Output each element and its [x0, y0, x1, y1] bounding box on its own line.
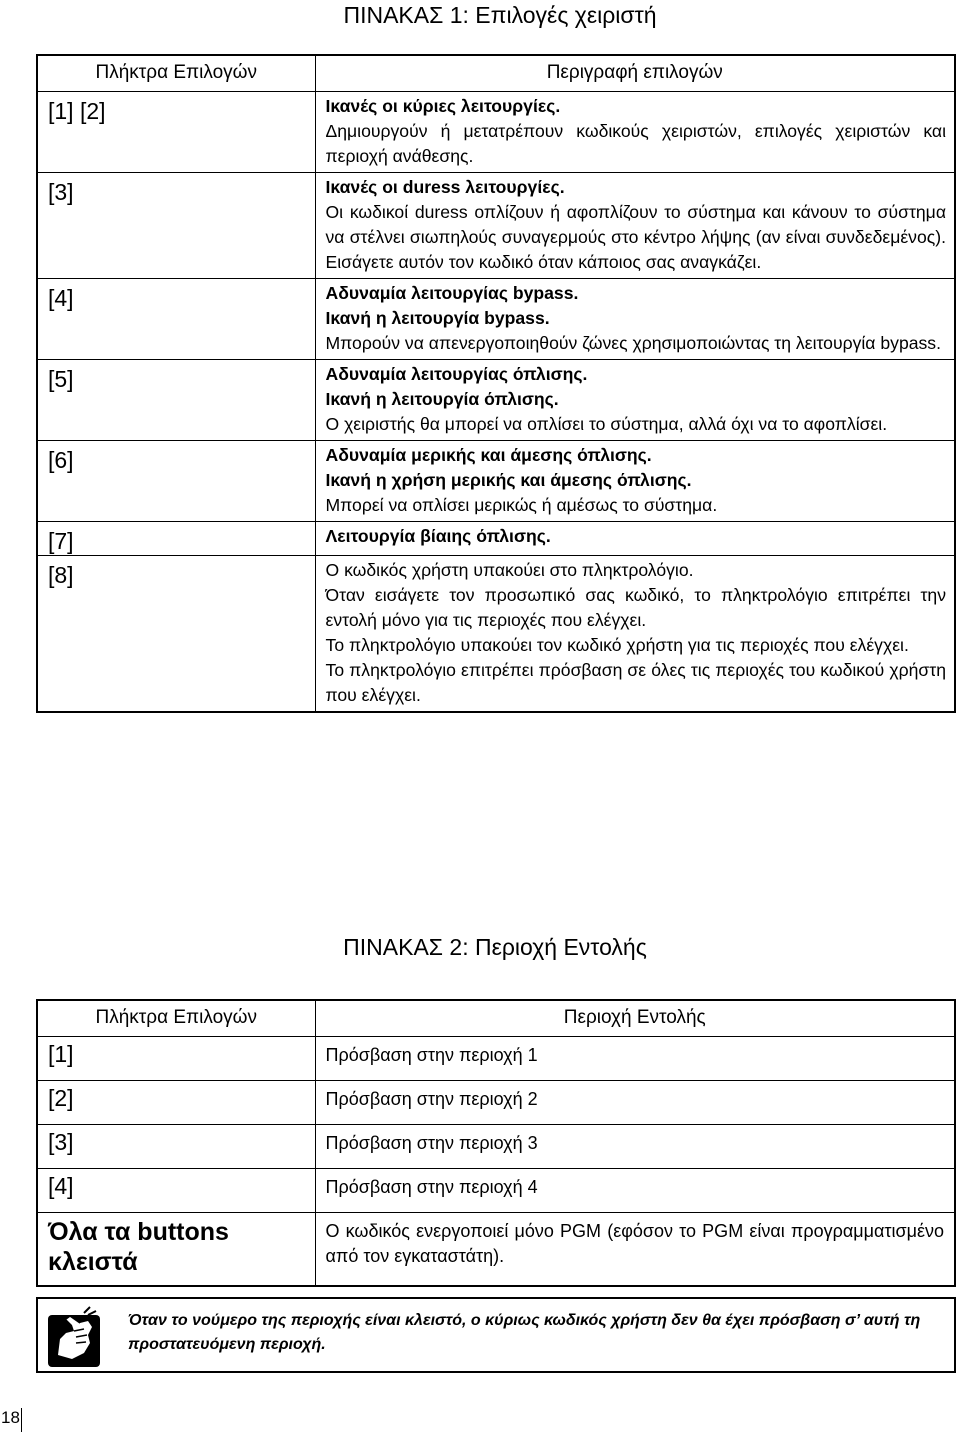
option-key: [8]: [37, 555, 315, 712]
description-line: Μπορούν να απενεργοποιηθούν ζώνες χρησιμοποιώντας τη λειτουργία bypass.: [325, 332, 941, 353]
option-key: [2]: [37, 1080, 315, 1124]
description-line: Ικανές οι κύριες λειτουργίες.: [325, 95, 561, 116]
description-line: Λειτουργία βίαιης όπλισης.: [325, 525, 551, 546]
pointing-hand-icon: [44, 1305, 108, 1369]
description-line: Ο κωδικός χρήστη υπακούει στο πληκτρολόγιο.: [325, 559, 694, 580]
table-row: [37, 1168, 955, 1212]
table-row: [37, 172, 955, 278]
option-key: [7]: [37, 521, 315, 555]
header-description: Περιγραφή επιλογών: [315, 55, 955, 91]
table-row: [37, 91, 955, 172]
description-line: Αδυναμία λειτουργίας όπλισης.: [325, 363, 588, 384]
table-row: [37, 521, 955, 555]
area-description: Πρόσβαση στην περιοχή 2: [315, 1080, 955, 1124]
table-row: [37, 1124, 955, 1168]
table-header-row: [37, 55, 955, 91]
area-table: [36, 999, 956, 1287]
note-box: [36, 1297, 956, 1373]
area-description: Πρόσβαση στην περιοχή 3: [315, 1124, 955, 1168]
area-description: Πρόσβαση στην περιοχή 4: [315, 1168, 955, 1212]
header-keys: Πλήκτρα Επιλογών: [37, 1000, 315, 1036]
header-keys: Πλήκτρα Επιλογών: [37, 55, 315, 91]
area-description: Πρόσβαση στην περιοχή 1: [315, 1036, 955, 1080]
table-row: [37, 1080, 955, 1124]
table-header-row: [37, 1000, 955, 1036]
description-line: Ικανή η λειτουργία όπλισης.: [325, 388, 559, 409]
description-line: Οι κωδικοί duress οπλίζουν ή αφοπλίζουν το σύστημα και κάνουν το σύστημα να στέλνει σιωπηλούς συναγερμούς στο κέντρο λήψης (αν είναι συνδεδεμένος). Εισάγετε αυτόν τον κωδικό όταν κάποιος σας αναγκάζει.: [325, 201, 946, 272]
option-key: [4]: [37, 278, 315, 359]
description-line: Αδυναμία λειτουργίας bypass.: [325, 282, 579, 303]
table2-title: ΠΙΝΑΚΑΣ 2: Περιοχή Εντολής: [343, 934, 647, 960]
option-description: [315, 91, 955, 172]
description-line: Ικανή η χρήση μερικής και άμεσης όπλισης.: [325, 469, 692, 490]
description-line: Ο χειριστής θα μπορεί να οπλίσει το σύστημα, αλλά όχι να το αφοπλίσει.: [325, 413, 888, 434]
area-description: Ο κωδικός ενεργοποιεί μόνο PGM (εφόσον το PGM είναι προγραμματισμένο από τον εγκαταστάτη).: [315, 1212, 955, 1286]
description-line: Όταν εισάγετε τον προσωπικό σας κωδικό, το πληκτρολόγιο επιτρέπει την εντολή μόνο για τις περιοχές που ελέγχει.: [325, 584, 946, 630]
table-row: [37, 1212, 955, 1286]
option-key: [6]: [37, 440, 315, 521]
description-line: Το πληκτρολόγιο υπακούει τον κωδικό χρήστη για τις περιοχές που ελέγχει.: [325, 634, 909, 655]
option-key: Όλα τα buttons κλειστά: [37, 1212, 315, 1286]
option-key: [3]: [37, 172, 315, 278]
option-description: [315, 440, 955, 521]
option-key: [1] [2]: [37, 91, 315, 172]
option-description: [315, 278, 955, 359]
option-key: [1]: [37, 1036, 315, 1080]
description-line: Ικανές οι duress λειτουργίες.: [325, 176, 565, 197]
option-key: [4]: [37, 1168, 315, 1212]
description-line: Μπορεί να οπλίσει μερικώς ή αμέσως το σύστημα.: [325, 494, 718, 515]
description-line: Αδυναμία μερικής και άμεσης όπλισης.: [325, 444, 652, 465]
table-row: [37, 359, 955, 440]
option-key: [3]: [37, 1124, 315, 1168]
header-area: Περιοχή Εντολής: [315, 1000, 955, 1036]
options-table: [36, 54, 956, 713]
description-line: Ικανή η λειτουργία bypass.: [325, 307, 550, 328]
option-description: [315, 359, 955, 440]
description-line: Δημιουργούν ή μετατρέπουν κωδικούς χειριστών, επιλογές χειριστών και περιοχή ανάθεσης.: [325, 120, 946, 166]
table-row: [37, 278, 955, 359]
description-line: Το πληκτρολόγιο επιτρέπει πρόσβαση σε όλες τις περιοχές του κωδικού χρήστη που ελέγχει.: [325, 659, 946, 705]
option-description: [315, 521, 955, 555]
table-row: [37, 555, 955, 712]
option-description: [315, 555, 955, 712]
page-number: 18: [0, 1408, 22, 1432]
option-key: [5]: [37, 359, 315, 440]
table1-title: ΠΙΝΑΚΑΣ 1: Επιλογές χειριστή: [343, 2, 657, 28]
table-row: [37, 1036, 955, 1080]
option-description: [315, 172, 955, 278]
note-text: Όταν το νούμερο της περιοχής είναι κλειστό, ο κύριως κωδικός χρήστη δεν θα έχει πρόσβαση σ’ αυτή τη προστατευόμενη περιοχή.: [128, 1312, 921, 1353]
table-row: [37, 440, 955, 521]
